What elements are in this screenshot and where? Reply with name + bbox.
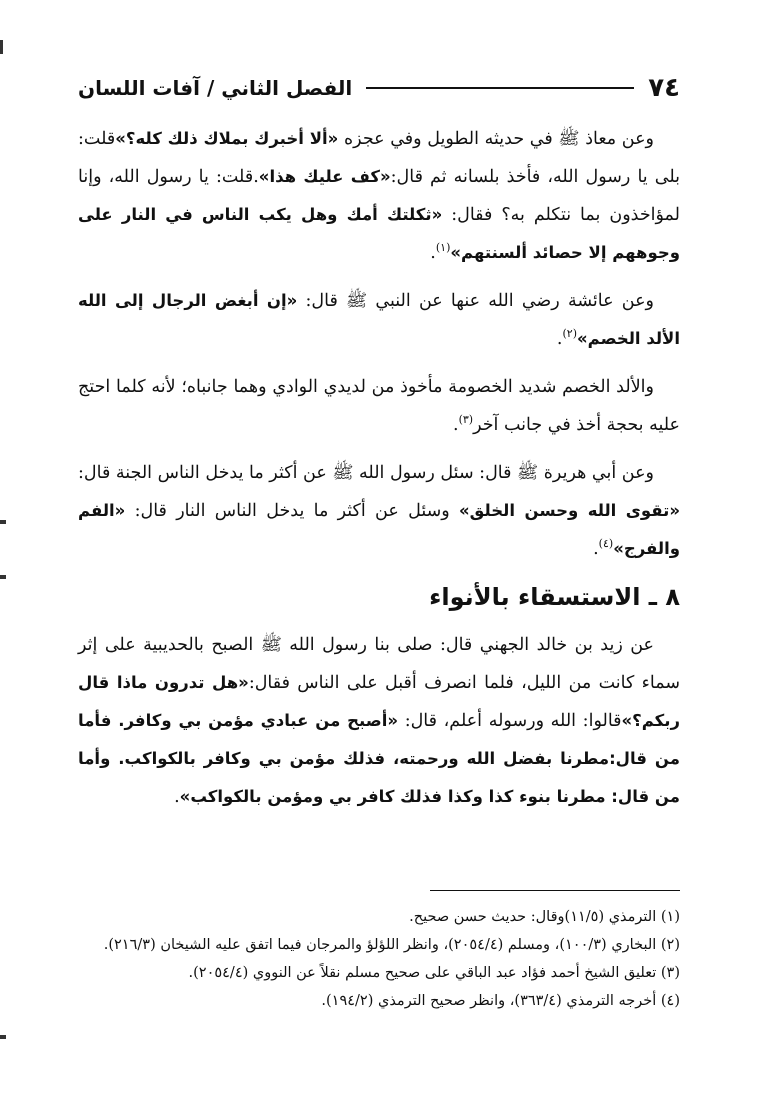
hadith-quote: «ثكلتك أمك وهل يكب الناس في النار على وجوههم إلا حصائد ألسنتهم»	[78, 205, 680, 262]
paragraph-muadh	[78, 120, 680, 272]
footnote: (١) الترمذي (١١/٥)وقال: حديث حسن صحيح.	[409, 909, 680, 925]
paragraph-text: والألد الخصم شديد الخصومة مأخوذ من لديدي الوادي وهما جانباه؛ لأنه كلما احتج عليه بحجة أخذ في جانب آخر	[78, 377, 680, 435]
footnote: (٣) تعليق الشيخ أحمد فؤاد عبد الباقي على صحيح مسلم نقلاً عن النووي (٢٠٥٤/٤).	[188, 965, 680, 981]
hadith-quote: «كف عليك هذا»	[258, 167, 391, 186]
section-heading: ٨ ـ الاستسقاء بالأنواء	[429, 583, 680, 611]
paragraph-text: قلت: بلى يا رسول الله، فأخذ بلسانه ثم قال:	[78, 129, 680, 187]
paragraph-text: وعن عائشة رضي الله عنها عن النبي ﷺ قال:	[297, 291, 655, 311]
page-header	[78, 68, 680, 108]
footnote-ref: (٣)	[458, 413, 474, 427]
paragraph-text: قالوا: الله ورسوله أعلم، قال:	[398, 711, 622, 731]
scan-edge-mark	[0, 575, 6, 579]
scan-edge-mark	[0, 520, 6, 524]
punctuation: .	[593, 539, 599, 559]
footnote-separator	[430, 890, 680, 891]
chapter-title: الفصل الثاني / آفات اللسان	[78, 76, 353, 100]
paragraph-text: .قلت: يا رسول الله، وإنا لمؤاخذون بما نتكلم به؟ فقال:	[78, 167, 680, 225]
punctuation: .	[430, 243, 436, 263]
scan-edge-mark	[0, 40, 3, 54]
footnote-ref: (١)	[435, 241, 451, 255]
footnote-ref: (٤)	[598, 537, 614, 551]
paragraph-aisha	[78, 282, 680, 358]
footnote-ref: (٢)	[562, 327, 577, 341]
punctuation: .	[556, 329, 563, 349]
paragraph-abu-hurayra	[78, 454, 680, 568]
paragraph-text: وعن معاذ ﷺ في حديثه الطويل وفي عجزه	[338, 129, 654, 149]
paragraph-text: عن زيد بن خالد الجهني قال: صلى بنا رسول الله ﷺ الصبح بالحديبية على إثر سماء كانت من الليل، فلما انصرف أقبل على الناس فقال:	[78, 635, 680, 693]
page-number: ٧٤	[648, 73, 680, 103]
paragraph-text: وعن أبي هريرة ﷺ قال: سئل رسول الله ﷺ عن أكثر ما يدخل الناس الجنة قال:	[78, 463, 654, 483]
footnote: (٢) البخاري (١٠٠/٣)، ومسلم (٢٠٥٤/٤)، وانظر اللؤلؤ والمرجان فيما اتفق عليه الشيخان (٢١٦/٣).	[103, 937, 680, 953]
hadith-quote: «إن أبغض الرجال إلى الله الألد الخصم»	[78, 291, 680, 348]
hadith-quote: «هل تدرون ماذا قال ربكم؟»	[78, 673, 680, 730]
header-rule	[366, 87, 634, 89]
footnote: (٤) أخرجه الترمذي (٣٦٣/٤)، وانظر صحيح الترمذي (١٩٤/٢).	[321, 993, 680, 1009]
hadith-quote: «أصبح من عبادي مؤمن بي وكافر. فأما من قال:مطرنا بفضل الله ورحمته، فذلك مؤمن بي وكافر بالكواكب. وأما من قال: مطرنا بنوء كذا وكذا فذلك كافر بي ومؤمن بالكواكب»	[78, 711, 680, 806]
footnotes	[78, 904, 680, 1016]
page-body	[78, 120, 680, 826]
hadith-quote: «تقوى الله وحسن الخلق»	[459, 501, 680, 520]
scan-edge-mark	[0, 1035, 6, 1039]
hadith-quote: «الفم والفرج»	[78, 501, 680, 558]
punctuation: .	[452, 415, 459, 435]
paragraph-zayd	[78, 626, 680, 816]
paragraph-explanation	[78, 368, 680, 444]
hadith-quote: «ألا أخبرك بملاك ذلك كله؟»	[115, 129, 339, 148]
paragraph-text: وسئل عن أكثر ما يدخل الناس النار قال:	[125, 501, 459, 521]
punctuation: .	[174, 787, 180, 807]
